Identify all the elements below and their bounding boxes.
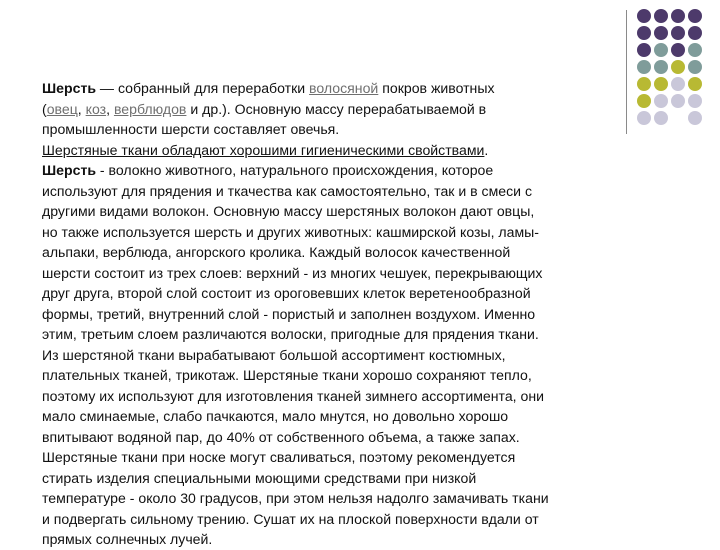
decorative-dot — [637, 111, 651, 125]
decorative-dot-grid — [637, 9, 713, 129]
text-line: Шерсть — собранный для переработки волосяной покров животных — [42, 80, 495, 96]
text-line: и подвергать сильному трению. Сушат их на плоской поверхности вдали от — [42, 510, 539, 527]
decorative-dot — [654, 94, 668, 108]
decorative-dot — [688, 43, 702, 57]
link-sheep[interactable]: овец — [46, 100, 78, 117]
document-body — [42, 78, 632, 550]
text-line: прямых солнечных лучей. — [42, 531, 213, 547]
text-line: Шерсть - волокно животного, натурального происхождения, которое — [42, 162, 494, 178]
decorative-dot — [637, 60, 651, 74]
decorative-dot — [654, 77, 668, 91]
text-line: стирать изделия специальными моющими средствами при низкой — [42, 469, 477, 486]
text-line: альпаки, верблюда, ангорского кролика. Каждый волосок качественной — [42, 244, 511, 260]
decorative-dot — [637, 26, 651, 40]
decorative-dot — [671, 43, 685, 57]
term-wool-2: Шерсть — [42, 162, 97, 178]
decorative-dot — [671, 94, 685, 108]
link-hair-coat[interactable]: волосяной — [309, 80, 379, 96]
decorative-dot — [671, 9, 685, 23]
decorative-dot — [637, 43, 651, 57]
decorative-dot — [637, 94, 651, 108]
link-goats[interactable]: коз — [85, 100, 107, 117]
text-line: поэтому их используют для изготовления тканей зимнего ассортимента, они — [42, 387, 544, 404]
text-line: но также используется шерсть и других животных: кашмирской козы, ламы- — [42, 223, 540, 240]
text-line: шерсти состоит из трех слоев: верхний - из многих чешуек, перекрывающих — [42, 264, 543, 281]
decorative-dot — [688, 60, 702, 74]
text-line: используют для прядения и ткачества как самостоятельно, так и в смеси с — [42, 182, 533, 199]
text-line: Шерстяные ткани обладают хорошими гигиеническими свойствами. — [42, 141, 489, 158]
text-line: друг друга, второй слой состоит из ороговевших клеток веретенообразной — [42, 285, 531, 301]
decorative-dot — [637, 77, 651, 91]
decorative-dot — [671, 26, 685, 40]
text-line: мало сминаемые, слабо пачкаются, мало мнутся, но довольно хорошо — [42, 408, 509, 424]
decorative-dot — [688, 9, 702, 23]
underlined-statement: Шерстяные ткани обладают хорошими гигиеническими свойствами — [42, 141, 485, 158]
decorative-dot — [654, 43, 668, 57]
text-line: впитывают водяной пар, до 40% от собственного объема, а также запах. — [42, 428, 520, 445]
text-line: другими видами волокон. Основную массу шерстяных волокон дают овцы, — [42, 203, 535, 219]
decorative-dot — [637, 9, 651, 23]
decorative-dot — [688, 26, 702, 40]
decorative-dot — [688, 111, 702, 125]
text-line: Из шерстяной ткани вырабатывают большой ассортимент костюмных, — [42, 346, 506, 363]
text-line: промышленности шерсти составляет овечья. — [42, 121, 340, 137]
link-camels[interactable]: верблюдов — [113, 100, 187, 117]
text-line: этим, третьим слоем различаются волоски, пригодные для прядения ткани. — [42, 326, 539, 342]
decorative-dot — [654, 111, 668, 125]
decorative-dot — [654, 60, 668, 74]
decorative-dot — [671, 77, 685, 91]
decorative-dot — [654, 9, 668, 23]
text-line: Шерстяные ткани при носке могут сваливаться, поэтому рекомендуется — [42, 449, 516, 465]
text-line: (овец, коз, верблюдов и др.). Основную массу перерабатываемой в — [42, 100, 487, 117]
term-wool: Шерсть — [42, 80, 97, 96]
decorative-dot — [671, 60, 685, 74]
text-line: формы, третий, внутренний слой - пористый и заполнен воздухом. Именно — [42, 305, 536, 322]
text-line: температуре - около 30 градусов, при этом нельзя надолго замачивать ткани — [42, 490, 549, 506]
decorative-dot — [688, 77, 702, 91]
text-line: плательных тканей, трикотаж. Шерстяные ткани хорошо сохраняют тепло, — [42, 367, 532, 383]
decorative-dot — [688, 94, 702, 108]
decorative-dot — [654, 26, 668, 40]
